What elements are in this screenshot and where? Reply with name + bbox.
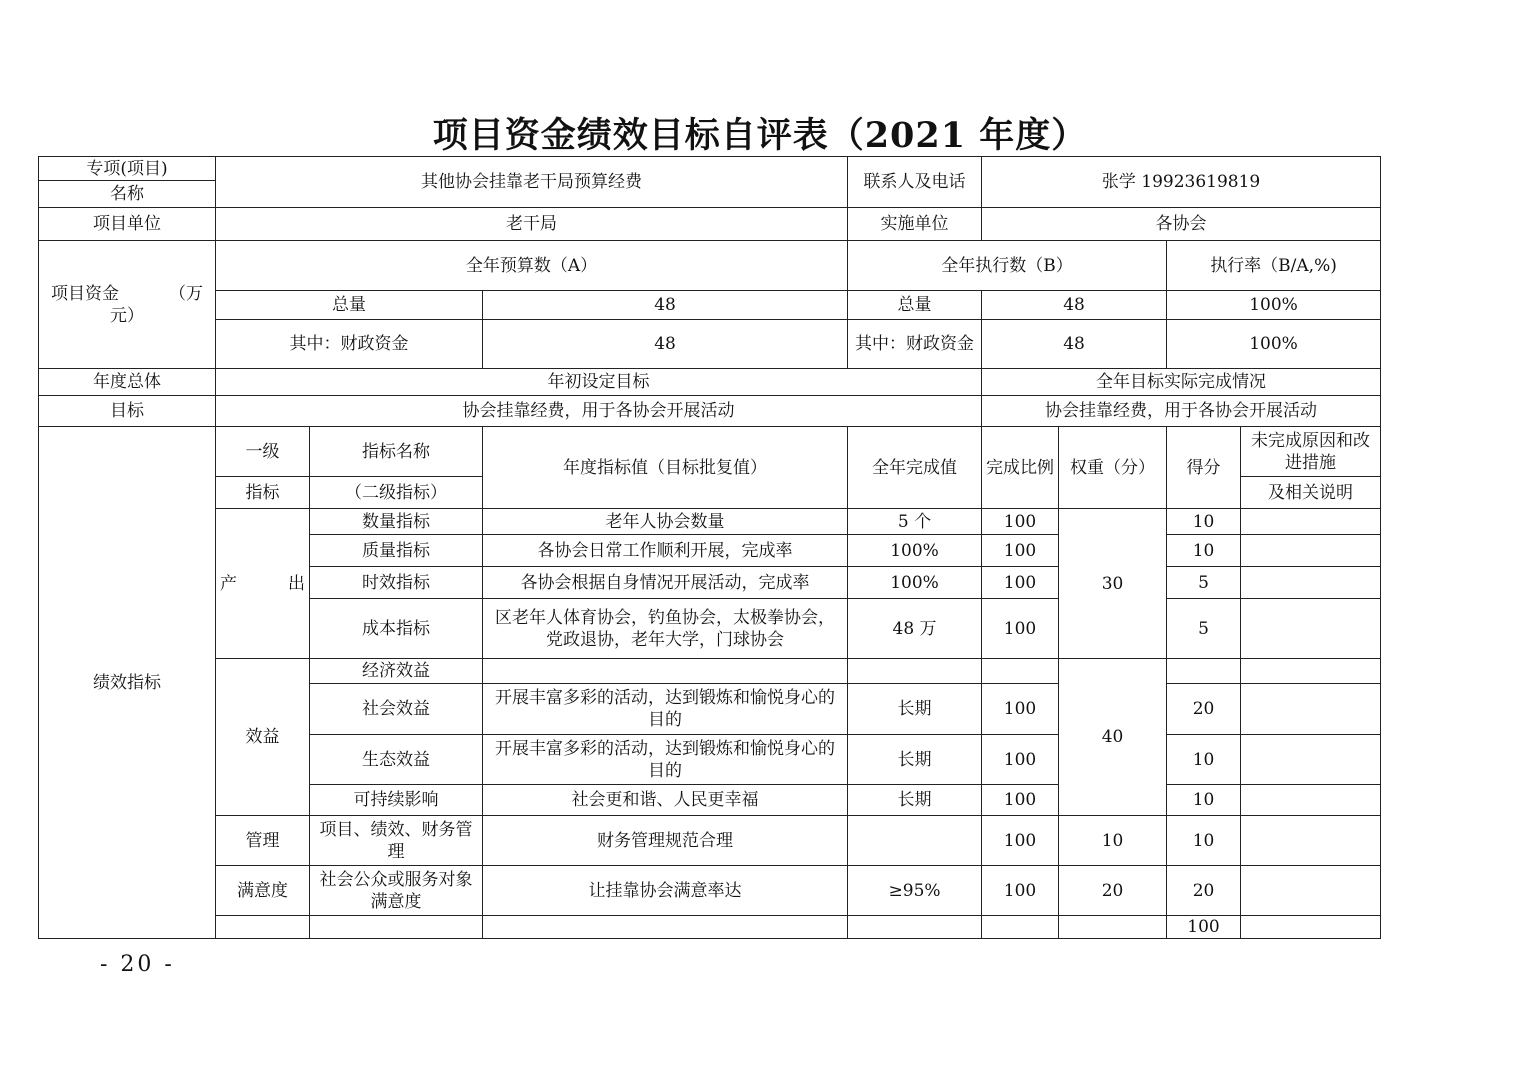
indicator-actual: 100% [848, 567, 982, 599]
satisfaction-name: 社会公众或服务对象满意度 [310, 866, 483, 916]
header-weight: 权重（分） [1059, 427, 1167, 509]
indicator-score: 10 [1167, 535, 1241, 567]
indicator-target: 各协会日常工作顺利开展，完成率 [483, 535, 848, 567]
output-weight: 30 [1059, 509, 1167, 659]
goals-set-value: 协会挂靠经费，用于各协会开展活动 [216, 396, 982, 427]
indicator-actual: 长期 [848, 735, 982, 785]
indicator-score: 10 [1167, 509, 1241, 535]
project-name-label-1: 专项(项目) [39, 157, 216, 181]
total-row-empty [982, 916, 1059, 939]
satisfaction-reason [1241, 866, 1381, 916]
page-number: - 20 - [100, 952, 175, 977]
satisfaction-ratio: 100 [982, 866, 1059, 916]
indicator-actual: 5 个 [848, 509, 982, 535]
indicator-target: 开展丰富多彩的活动，达到锻炼和愉悦身心的目的 [483, 684, 848, 735]
total-budget-value: 48 [483, 291, 848, 320]
satisfaction-weight: 20 [1059, 866, 1167, 916]
total-row-empty [483, 916, 848, 939]
header-name-a: 指标名称 [310, 427, 483, 477]
indicator-target: 区老年人体育协会，钓鱼协会，太极拳协会，党政退协，老年大学，门球协会 [483, 599, 848, 659]
total-exec-value: 48 [982, 291, 1167, 320]
management-score: 10 [1167, 816, 1241, 866]
indicators-section-label: 绩效指标 [39, 427, 216, 939]
indicator-actual: 48 万 [848, 599, 982, 659]
indicator-name: 质量指标 [310, 535, 483, 567]
fiscal-rate-value: 100% [1167, 320, 1381, 369]
fiscal-budget-label: 其中：财政资金 [216, 320, 483, 369]
satisfaction-label: 满意度 [216, 866, 310, 916]
indicator-reason [1241, 785, 1381, 816]
indicator-ratio: 100 [982, 684, 1059, 735]
indicator-score [1167, 659, 1241, 684]
indicator-target: 老年人协会数量 [483, 509, 848, 535]
fiscal-exec-label: 其中：财政资金 [848, 320, 982, 369]
indicator-ratio: 100 [982, 509, 1059, 535]
total-row-empty [216, 916, 310, 939]
funds-label-b: （万 [169, 283, 203, 304]
total-row-empty [1059, 916, 1167, 939]
indicator-score: 10 [1167, 785, 1241, 816]
funds-label [39, 241, 216, 369]
project-unit-value: 老干局 [216, 208, 848, 241]
output-label [216, 509, 310, 659]
project-name-value: 其他协会挂靠老干局预算经费 [216, 157, 848, 208]
total-row-empty [310, 916, 483, 939]
funds-label-c: 元） [110, 305, 144, 326]
indicator-score: 5 [1167, 599, 1241, 659]
indicator-ratio: 100 [982, 785, 1059, 816]
funds-label-a: 项目资金 [51, 283, 119, 304]
indicator-name: 社会效益 [310, 684, 483, 735]
total-exec-label: 总量 [848, 291, 982, 320]
management-actual [848, 816, 982, 866]
management-target: 财务管理规范合理 [483, 816, 848, 866]
total-budget-label: 总量 [216, 291, 483, 320]
output-label-a: 产 [220, 573, 237, 594]
indicator-reason [1241, 599, 1381, 659]
indicator-name: 时效指标 [310, 567, 483, 599]
header-reason-b: 及相关说明 [1241, 477, 1381, 509]
benefit-label: 效益 [216, 659, 310, 816]
header-ratio: 完成比例 [982, 427, 1059, 509]
page-title: 项目资金绩效目标自评表（2021 年度） [432, 115, 1088, 156]
indicator-ratio: 100 [982, 535, 1059, 567]
indicator-target: 各协会根据自身情况开展活动，完成率 [483, 567, 848, 599]
total-row-empty [1241, 916, 1381, 939]
header-score: 得分 [1167, 427, 1241, 509]
indicator-ratio: 100 [982, 599, 1059, 659]
total-weight: 100 [1167, 916, 1241, 939]
exec-header: 全年执行数（B） [848, 241, 1167, 291]
indicator-name: 经济效益 [310, 659, 483, 684]
indicator-actual: 100% [848, 535, 982, 567]
indicator-actual: 长期 [848, 684, 982, 735]
management-ratio: 100 [982, 816, 1059, 866]
indicator-reason [1241, 684, 1381, 735]
header-actual: 全年完成值 [848, 427, 982, 509]
indicator-reason [1241, 659, 1381, 684]
indicator-name: 生态效益 [310, 735, 483, 785]
management-weight: 10 [1059, 816, 1167, 866]
contact-label: 联系人及电话 [848, 157, 982, 208]
indicator-reason [1241, 535, 1381, 567]
benefit-weight: 40 [1059, 659, 1167, 816]
goals-actual-header: 全年目标实际完成情况 [982, 369, 1381, 396]
indicator-ratio: 100 [982, 735, 1059, 785]
total-rate-value: 100% [1167, 291, 1381, 320]
indicator-actual: 长期 [848, 785, 982, 816]
header-level1-b: 指标 [216, 477, 310, 509]
satisfaction-actual: ≥95% [848, 866, 982, 916]
budget-header: 全年预算数（A） [216, 241, 848, 291]
indicator-score: 20 [1167, 684, 1241, 735]
indicator-target [483, 659, 848, 684]
header-level1-a: 一级 [216, 427, 310, 477]
project-unit-label: 项目单位 [39, 208, 216, 241]
satisfaction-score: 20 [1167, 866, 1241, 916]
indicator-reason [1241, 735, 1381, 785]
header-name-b: （二级指标） [310, 477, 483, 509]
indicator-ratio [982, 659, 1059, 684]
indicator-target: 开展丰富多彩的活动，达到锻炼和愉悦身心的目的 [483, 735, 848, 785]
header-reason-a: 未完成原因和改进措施 [1241, 427, 1381, 477]
total-row-empty [848, 916, 982, 939]
indicator-name: 成本指标 [310, 599, 483, 659]
fiscal-budget-value: 48 [483, 320, 848, 369]
self-evaluation-table [38, 156, 1381, 939]
indicator-reason [1241, 509, 1381, 535]
indicator-score: 5 [1167, 567, 1241, 599]
goals-actual-value: 协会挂靠经费，用于各协会开展活动 [982, 396, 1381, 427]
header-target: 年度指标值（目标批复值） [483, 427, 848, 509]
project-name-label-2: 名称 [39, 181, 216, 208]
indicator-actual [848, 659, 982, 684]
indicator-target: 社会更和谐、人民更幸福 [483, 785, 848, 816]
indicator-reason [1241, 567, 1381, 599]
contact-value: 张学 19923619819 [982, 157, 1381, 208]
goals-label-2: 目标 [39, 396, 216, 427]
management-name: 项目、绩效、财务管理 [310, 816, 483, 866]
rate-header: 执行率（B/A,%) [1167, 241, 1381, 291]
fiscal-exec-value: 48 [982, 320, 1167, 369]
impl-unit-value: 各协会 [982, 208, 1381, 241]
indicator-name: 可持续影响 [310, 785, 483, 816]
management-label: 管理 [216, 816, 310, 866]
goals-label-1: 年度总体 [39, 369, 216, 396]
impl-unit-label: 实施单位 [848, 208, 982, 241]
output-label-b: 出 [288, 573, 305, 594]
satisfaction-target: 让挂靠协会满意率达 [483, 866, 848, 916]
goals-set-header: 年初设定目标 [216, 369, 982, 396]
indicator-name: 数量指标 [310, 509, 483, 535]
management-reason [1241, 816, 1381, 866]
indicator-ratio: 100 [982, 567, 1059, 599]
indicator-score: 10 [1167, 735, 1241, 785]
